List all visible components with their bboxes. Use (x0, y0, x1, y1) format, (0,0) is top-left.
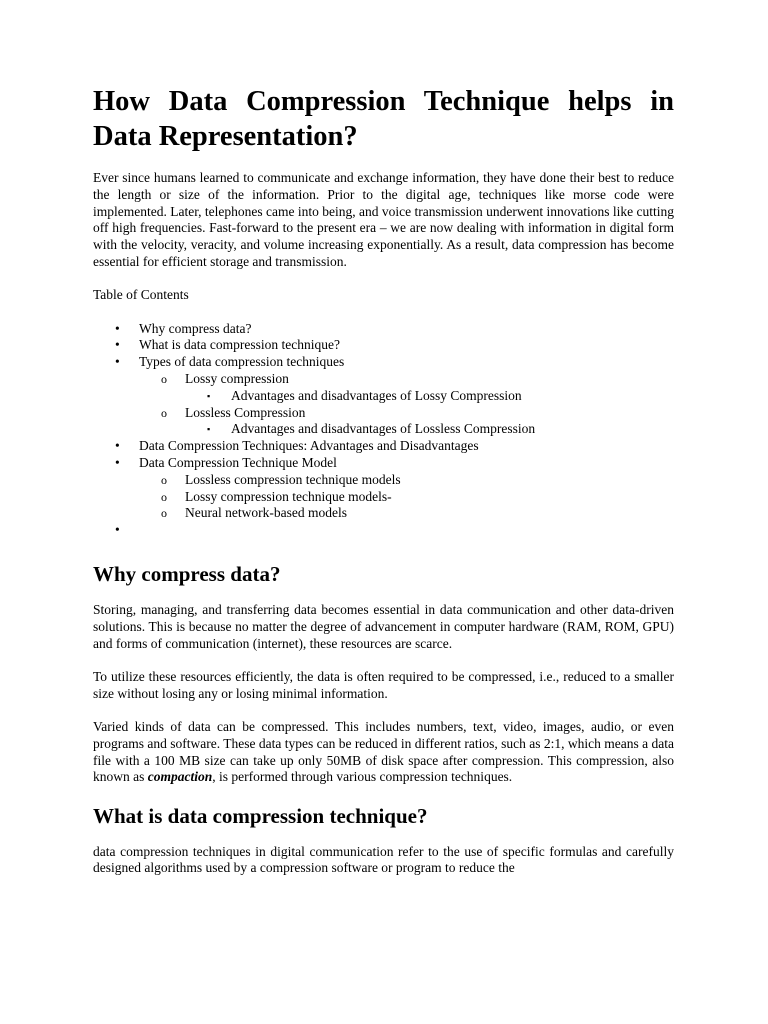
toc-item-empty (93, 522, 674, 539)
toc-item-lossy-adv[interactable] (185, 388, 674, 405)
bullet-icon: • (115, 354, 120, 370)
toc-item-lossless[interactable] (139, 405, 674, 439)
section-heading-why-compress: Why compress data? (93, 561, 281, 586)
toc-item-neural-models[interactable] (139, 505, 674, 522)
section2-paragraph-1: data compression techniques in digital communication refer to the use of specific formulas and carefully designed algorithms used by a compression software or program to reduce the (93, 843, 674, 876)
table-of-contents (93, 321, 674, 539)
circle-bullet-icon: o (161, 506, 167, 521)
section1-paragraph-3 (93, 719, 674, 786)
toc-item-what-is[interactable] (93, 337, 674, 354)
toc-link[interactable]: Lossy compression technique models- (185, 488, 392, 504)
square-bullet-icon: ▪ (207, 390, 211, 401)
section1-paragraph-2: To utilize these resources efficiently, the data is often required to be compressed, i.e., reduced to a smaller size without losing any or losing minimal information. (93, 668, 674, 701)
toc-link[interactable]: Lossy compression (185, 370, 289, 386)
circle-bullet-icon: o (161, 472, 167, 487)
bullet-icon: • (115, 337, 120, 353)
section1-paragraph-1: Storing, managing, and transferring data becomes essential in data communication and other data-driven solutions. This is because no matter the degree of advancement in computer hardware (RAM, ROM, GPU) and forms of communication (internet), these resources are scarce. (93, 601, 674, 651)
toc-item-lossy-models[interactable] (139, 489, 674, 506)
toc-item-model[interactable] (93, 455, 674, 522)
page-title: How Data Compression Technique helps in Data Representation? (93, 86, 674, 152)
bullet-icon: • (115, 320, 120, 336)
bullet-icon: • (115, 438, 120, 454)
section-heading-what-is: What is data compression technique? (93, 803, 428, 828)
toc-item-lossy[interactable] (139, 371, 674, 405)
circle-bullet-icon: o (161, 405, 167, 420)
toc-link (139, 522, 142, 537)
intro-paragraph: Ever since humans learned to communicate and exchange information, they have done their best to reduce the length or size of the information. Prior to the digital age, techniques like morse code were implemented. Later, telephones came into being, and voice transmission underwent innovations like cutting off high frequencies. Fast-forward to the present era – we are now dealing with information in digital form with the velocity, veracity, and volume increasing exponentially. As a result, data compression has become essential for efficient storage and transmission. (93, 170, 674, 269)
toc-link[interactable]: What is data compression technique? (139, 337, 340, 353)
toc-item-lossless-models[interactable] (139, 472, 674, 489)
p3-text-after: , is performed through various compression techniques. (212, 769, 513, 785)
toc-item-lossless-adv[interactable] (185, 421, 674, 438)
circle-bullet-icon: o (161, 489, 167, 504)
bullet-icon: • (115, 454, 120, 470)
circle-bullet-icon: o (161, 371, 167, 386)
p3-text-before: Varied kinds of data can be compressed. This includes numbers, text, video, images, audio, or even programs and software. These data types can be reduced in different ratios, such as 2:1, which means a data file with a 100 MB size can take up only 50MB of disk space after compression. This compression, also known as (93, 718, 674, 785)
toc-item-why-compress[interactable] (93, 321, 674, 338)
toc-item-adv-disadv[interactable] (93, 438, 674, 455)
toc-link[interactable]: Why compress data? (139, 320, 252, 336)
toc-link[interactable]: Types of data compression techniques (139, 354, 345, 370)
toc-link[interactable]: Data Compression Techniques: Advantages and Disadvantages (139, 438, 479, 454)
bullet-icon: • (115, 522, 120, 538)
toc-item-types[interactable] (93, 354, 674, 438)
toc-link[interactable]: Advantages and disadvantages of Lossless Compression (231, 421, 536, 437)
toc-link[interactable]: Lossless Compression (185, 404, 306, 420)
toc-link[interactable]: Neural network-based models (185, 505, 347, 521)
square-bullet-icon: ▪ (207, 424, 211, 435)
compaction-term: compaction (147, 769, 213, 785)
toc-link[interactable]: Data Compression Technique Model (139, 454, 337, 470)
document-page (93, 84, 674, 894)
toc-link[interactable]: Advantages and disadvantages of Lossy Compression (231, 387, 522, 403)
toc-link[interactable]: Lossless compression technique models (185, 471, 401, 487)
toc-title: Table of Contents (93, 287, 189, 303)
